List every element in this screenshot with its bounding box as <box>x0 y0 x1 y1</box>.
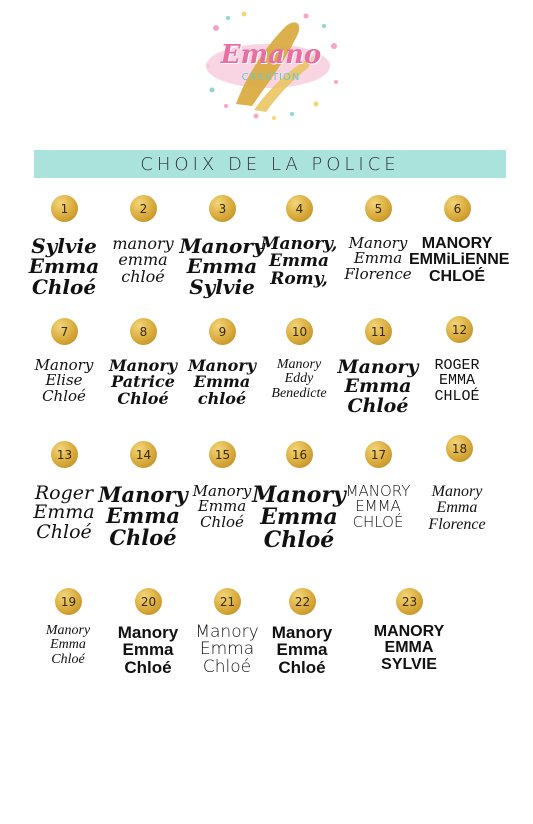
font-number-badge: 22 <box>289 588 316 615</box>
font-sample-line: Manory <box>252 482 346 508</box>
font-number-badge: 4 <box>286 195 313 222</box>
font-sample-line: Manory <box>337 356 419 378</box>
font-sample-line: Chloé <box>36 520 92 543</box>
font-sample-line: Emma <box>193 372 251 392</box>
font-number-badge: 15 <box>209 441 236 468</box>
font-number-badge: 21 <box>214 588 241 615</box>
font-sample-line: ROGER <box>434 357 480 374</box>
font-sample-line: Chloé <box>202 656 252 677</box>
font-sample-line: chloé <box>197 388 247 408</box>
font-number-badge: 17 <box>365 441 392 468</box>
font-sample-line: MANORY <box>345 482 411 500</box>
font-sample-line: EMMiLiENNE <box>409 251 510 269</box>
font-sample-line: Emma <box>33 501 95 524</box>
font-number-badge: 2 <box>130 195 157 222</box>
font-sample-line: EMMA <box>384 639 434 657</box>
font-sample-line: Manory, <box>260 234 338 254</box>
font-sample-line: Chloé <box>117 388 169 408</box>
font-sample-line: manory <box>112 234 174 253</box>
font-sample-line: Florence <box>428 515 486 533</box>
font-number-badge: 10 <box>286 318 313 345</box>
font-number-badge: 6 <box>444 195 471 222</box>
font-sample-line: CHLOÉ <box>352 512 404 531</box>
font-sample-line: Roger <box>34 482 94 504</box>
font-sample-line: Chloé <box>200 512 244 531</box>
font-sample-line: Emma <box>353 249 403 268</box>
font-sample-line: Emma <box>105 503 181 529</box>
font-sample-line: Manory <box>45 623 91 638</box>
font-number-badge: 7 <box>51 318 78 345</box>
font-sample-line: Emma <box>269 251 329 272</box>
font-sample-line: SYLVIE <box>381 655 437 673</box>
font-sample-line: Manory <box>271 623 333 642</box>
font-sample-line: CHLOÉ <box>429 267 485 285</box>
font-sample-line: Manory <box>98 482 188 507</box>
font-sample-line: Chloé <box>109 524 177 550</box>
font-sample-line: Chloé <box>42 386 86 405</box>
font-sample-line: MANORY <box>421 235 493 252</box>
font-number-badge: 11 <box>365 318 392 345</box>
font-sample-line: Chloé <box>31 274 97 299</box>
font-number-badge: 23 <box>396 588 423 615</box>
font-sample-line: Emma <box>276 640 328 660</box>
font-sample-line: Benedicte <box>271 385 327 401</box>
font-number-badge: 13 <box>51 441 78 468</box>
font-sample-line: Manory <box>195 622 259 642</box>
font-sample-23 <box>361 624 457 673</box>
font-sample-line: CHLOÉ <box>434 387 480 405</box>
font-sample-line: Eddy <box>284 371 314 387</box>
font-sample-18 <box>409 484 505 533</box>
font-sample-line: EMMA <box>438 372 475 390</box>
font-sample-line: Patrice <box>111 372 175 392</box>
font-number-badge: 8 <box>130 318 157 345</box>
font-sample-line: Sylvie <box>31 234 97 258</box>
font-sample-line: Emma <box>122 640 174 660</box>
font-sample-line: Chloé <box>347 394 409 417</box>
font-sample-line: Emma <box>197 497 247 516</box>
font-sample-line: Emma <box>260 504 338 531</box>
font-sample-line: Chloé <box>51 651 85 667</box>
font-sample-line: chloé <box>121 266 165 286</box>
font-sample-line: Manory <box>34 356 94 374</box>
font-sample-line: Emma <box>344 375 412 398</box>
font-sample-line: Manory <box>431 483 483 500</box>
font-sample-line: Emma <box>199 639 255 660</box>
section-banner <box>34 150 506 178</box>
font-sample-line: Manory <box>276 357 322 372</box>
font-number-badge: 1 <box>51 195 78 222</box>
font-sample-line: Manory <box>187 356 257 375</box>
font-number-badge: 19 <box>55 588 82 615</box>
font-sample-line: Emma <box>28 254 100 279</box>
font-sample-line: Manory <box>192 482 252 500</box>
banner-title: CHOIX DE LA POLICE <box>140 153 400 175</box>
font-sample-line: Manory <box>348 234 408 252</box>
font-sample-line: MANORY <box>373 623 445 640</box>
font-sample-22 <box>254 624 350 676</box>
font-number-badge: 9 <box>209 318 236 345</box>
font-sample-line: Chloé <box>263 526 335 553</box>
font-number-badge: 14 <box>130 441 157 468</box>
font-sample-line: Chloé <box>124 657 172 677</box>
font-sample-line: EMMA <box>355 497 401 516</box>
font-sample-line: Sylvie <box>189 274 255 299</box>
font-number-badge: 5 <box>365 195 392 222</box>
font-number-badge: 3 <box>209 195 236 222</box>
font-sample-6 <box>409 235 510 285</box>
font-number-badge: 20 <box>135 588 162 615</box>
font-sample-line: Chloé <box>278 657 326 677</box>
font-sample-line: Emma <box>436 499 478 517</box>
font-sample-line: Manory <box>179 234 265 258</box>
font-number-badge: 18 <box>446 435 473 462</box>
font-sample-line: emma <box>118 250 168 270</box>
font-sample-line: Emma <box>50 637 86 653</box>
font-sample-line: Emma <box>186 254 258 279</box>
font-number-badge: 16 <box>286 441 313 468</box>
font-sample-line: Romy, <box>270 268 328 289</box>
font-sample-12 <box>409 358 505 404</box>
brand-logo <box>196 6 346 124</box>
brand-sub: CREATION <box>241 72 301 83</box>
font-sample-line: Florence <box>344 264 412 283</box>
font-sample-line: Manory <box>117 623 179 642</box>
font-number-badge: 12 <box>446 316 473 343</box>
font-sample-line: Manory <box>108 356 178 375</box>
font-sample-line: Elise <box>45 371 83 390</box>
brand-name: Emano <box>220 40 322 70</box>
